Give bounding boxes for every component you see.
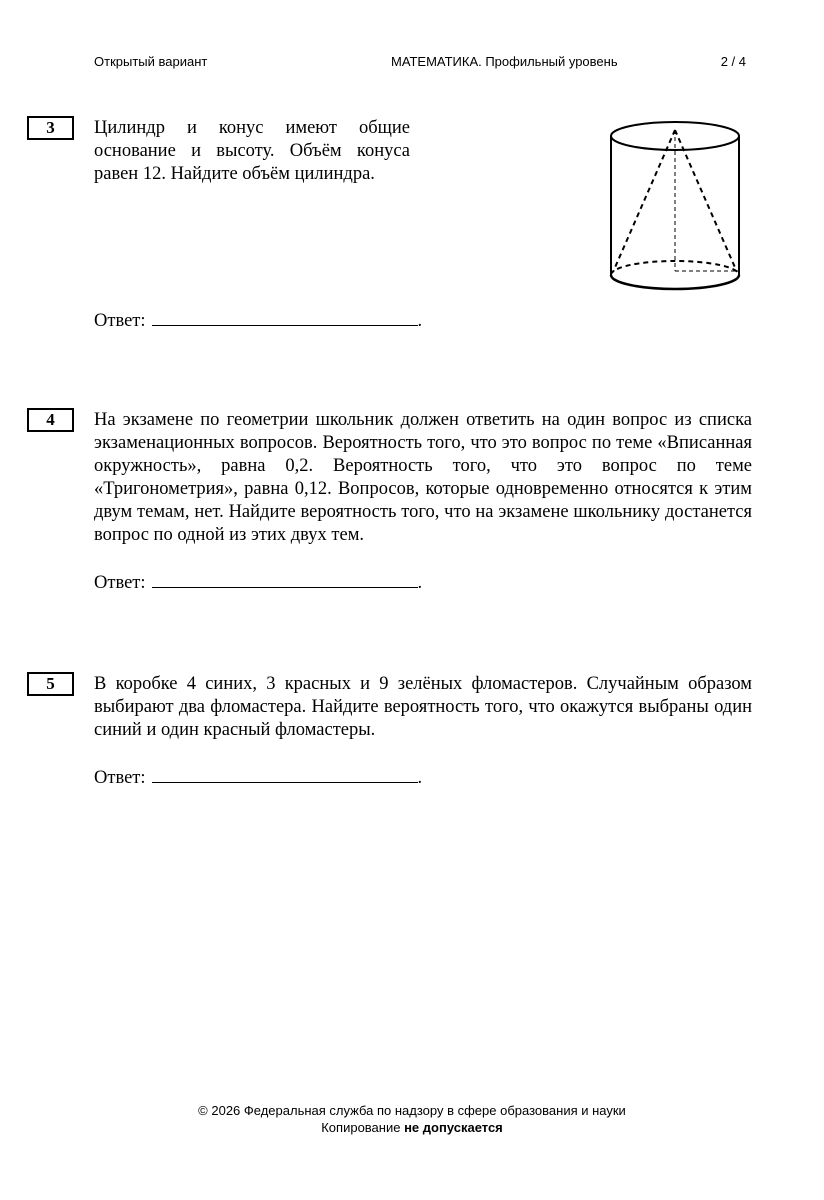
page-header [94,54,746,72]
answer-row [94,307,422,333]
copy-notice-prefix: Копирование [321,1120,405,1135]
task-number-box: 5 [27,672,74,696]
answer-period: . [417,573,423,593]
answer-label: Ответ: [94,311,146,331]
task-text: Цилиндр и конус имеют общие основание и высоту. Объём конуса равен 12. Найдите объём цилиндра. [94,118,410,184]
answer-row [94,569,422,595]
answer-line[interactable] [152,307,418,326]
answer-label: Ответ: [94,573,146,593]
page-footer [0,1102,824,1136]
task-text: На экзамене по геометрии школьник должен ответить на один вопрос из списка экзаменационных вопросов. Вероятность того, что это вопрос по теме «Вписанная окружность», равна 0,2. Вероятность того, что это вопрос по теме «Тригонометрия», равна 0,12. Вопросов, которые одновременно относятся к этим двум темам, нет. Найдите вероятность того, что на экзамене школьнику достанется вопрос по одной из этих двух тем. [94,410,752,545]
cylinder-cone-figure [606,112,746,296]
answer-period: . [417,311,423,331]
subject-title: МАТЕМАТИКА. Профильный уровень [391,54,618,69]
answer-period: . [417,768,423,788]
copy-notice-bold: не допускается [404,1120,503,1135]
answer-row [94,764,422,790]
copy-notice [0,1119,824,1136]
page-number: 2 / 4 [720,54,746,69]
variant-label: Открытый вариант [94,54,208,69]
answer-label: Ответ: [94,768,146,788]
task-number-box: 4 [27,408,74,432]
answer-line[interactable] [152,764,418,783]
answer-line[interactable] [152,569,418,588]
task-text: В коробке 4 синих, 3 красных и 9 зелёных фломастеров. Случайным образом выбирают два фломастера. Найдите вероятность того, что окажутся выбраны один синий и один красный фломастеры. [94,674,752,740]
task-number-box: 3 [27,116,74,140]
copyright-line: © 2026 Федеральная служба по надзору в сфере образования и науки [198,1103,626,1118]
